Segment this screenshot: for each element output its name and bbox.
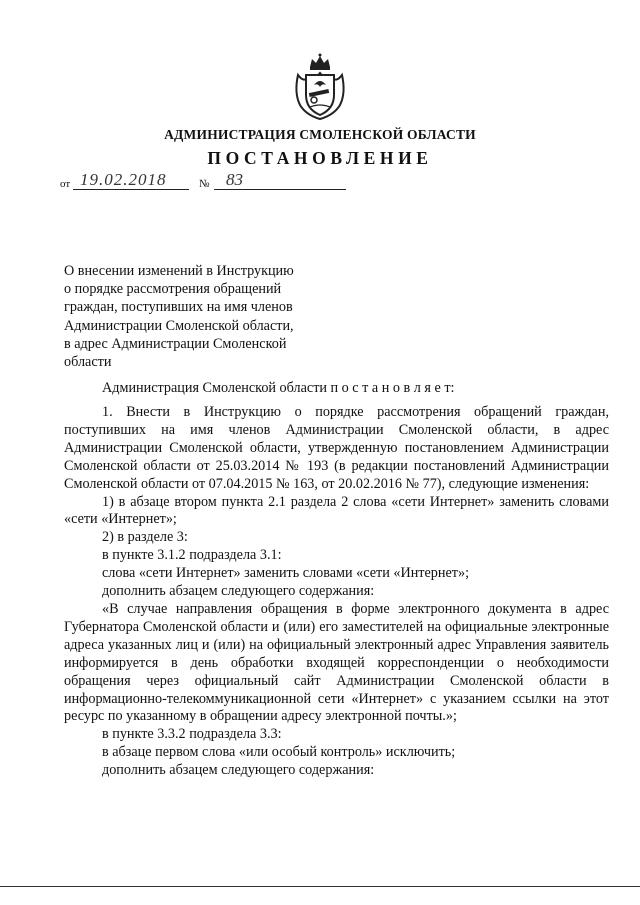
paragraph: 1. Внести в Инструкцию о порядке рассмотрения обращений граждан, поступивших на имя членов Администрации Смоленской области, в адрес Администрации Смоленской области, утвержденную постановлением Администрации Смоленской области от 25.03.2014 № 193 (в редакции постановлений Администрации Смоленской области от 07.04.2015 № 163, от 20.02.2016 № 77), следующие изменения: <box>64 404 609 492</box>
subject-line: Администрации Смоленской области, <box>64 317 294 334</box>
date-number-line <box>60 170 300 192</box>
date-prefix: от <box>60 178 71 190</box>
handwritten-date: 19.02.2018 <box>80 170 167 189</box>
paragraph: 1) в абзаце втором пункта 2.1 раздела 2 слова «сети Интернет» заменить словами «сети «Интернет»; <box>64 493 609 528</box>
paragraph: 2) в разделе 3: <box>102 529 188 546</box>
quoted-paragraph: «В случае направления обращения в форме электронного документа в адрес Губернатора Смоленской области и (или) его заместителей на официальные электронные адреса указанных лиц и (или) на официальный электронный адрес Управления заявитель информируется в день обработки входящей корреспонденции о необходимости обращения через официальный сайт Администрации Смоленской области в информационно-телекоммуникационной сети «Интернет» с указанием ссылки на этот ресурс по указанному в обращении адресу электронной почты.»; <box>64 600 609 725</box>
paragraph: в пункте 3.3.2 подраздела 3.3: <box>102 726 282 743</box>
paragraph: в пункте 3.1.2 подраздела 3.1: <box>102 547 282 564</box>
document-type-title: ПОСТАНОВЛЕНИЕ <box>207 148 433 168</box>
subject-line: О внесении изменений в Инструкцию <box>64 263 294 279</box>
handwritten-number: 83 <box>226 170 243 189</box>
preamble: Администрация Смоленской области п о с т а н о в л я е т: <box>102 380 455 396</box>
subject-line: о порядке рассмотрения обращений <box>64 281 282 298</box>
number-label: № <box>199 178 210 190</box>
paragraph: дополнить абзацем следующего содержания: <box>102 762 375 779</box>
body-text <box>64 404 609 780</box>
coat-of-arms-icon <box>292 53 348 123</box>
subject-line: граждан, поступивших на имя членов <box>64 299 293 316</box>
paragraph: слова «сети Интернет» заменить словами «сети «Интернет»; <box>102 565 470 582</box>
paragraph: дополнить абзацем следующего содержания: <box>102 583 375 600</box>
subject-line: области <box>64 354 112 371</box>
organization-name: АДМИНИСТРАЦИЯ СМОЛЕНСКОЙ ОБЛАСТИ <box>164 127 476 142</box>
paragraph: в абзаце первом слова «или особый контроль» исключить; <box>102 744 456 761</box>
subject-line: в адрес Администрации Смоленской <box>64 335 287 352</box>
page-bottom-rule <box>0 886 640 887</box>
subject-block <box>64 262 344 371</box>
